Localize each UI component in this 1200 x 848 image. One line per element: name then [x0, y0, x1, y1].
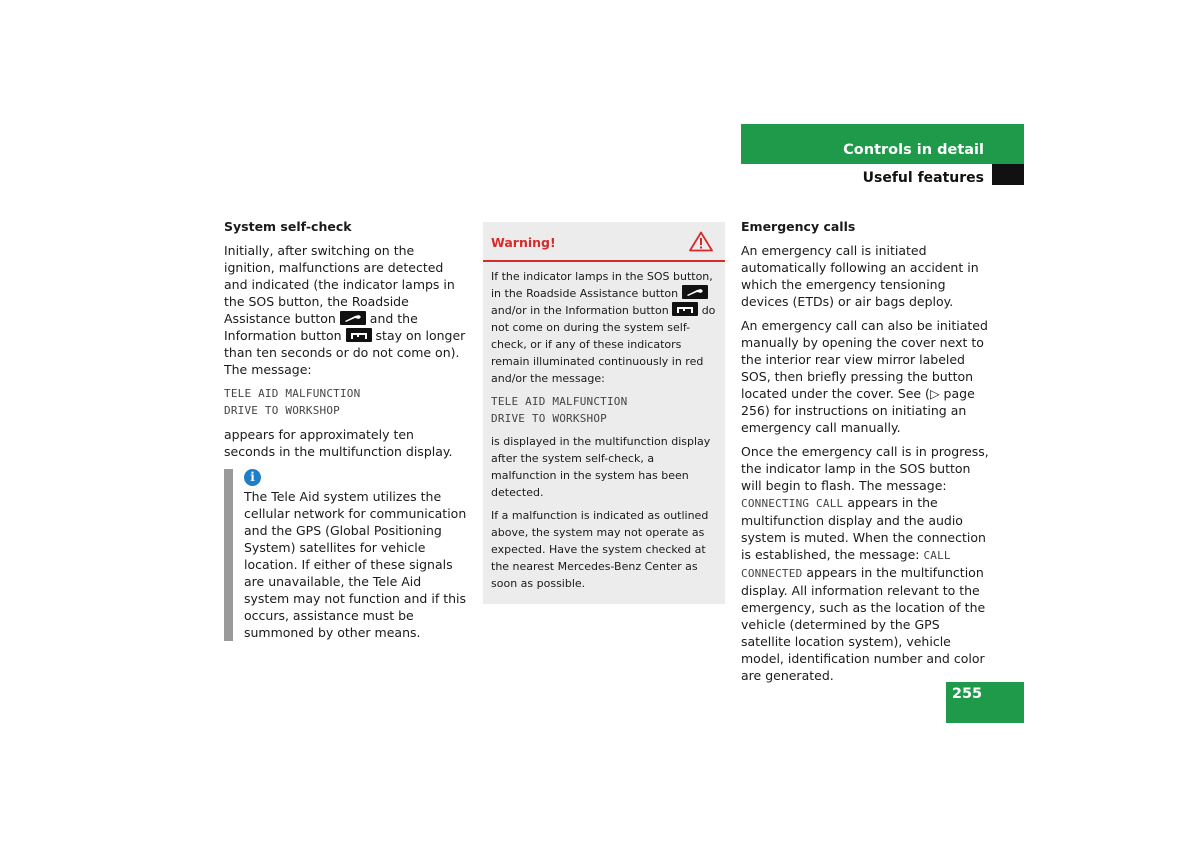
emergency-p3-text-b: appears in the multifunction display and the audio system is muted. When the connection is established, the message: — [741, 495, 986, 562]
information-button-icon — [346, 328, 372, 342]
message-line-1: TELE AID MALFUNCTION — [224, 387, 361, 400]
warning-text-c: do not come on during the system self-check, or if any of these indicators remain illuminated continuously in red and/or the message: — [491, 304, 716, 385]
system-self-check-heading: System self-check — [224, 219, 352, 234]
info-note-text: The Tele Aid system utilizes the cellular network for communication and the GPS (Global Positioning System) satellites for vehicle location. If either of these signals are unavailable, the Tele Aid system may not function and if this occurs, assistance must be summoned by other means. — [244, 489, 467, 640]
warning-box — [483, 222, 725, 604]
information-button-icon — [672, 302, 698, 316]
emergency-paragraph-3 — [741, 443, 989, 684]
self-check-text-c: stay on longer than ten seconds or do not come on). The message: — [224, 328, 466, 377]
emergency-p3-text-a: Once the emergency call is in progress, the indicator lamp in the SOS button will begin to flash. The message: — [741, 444, 989, 493]
subsection-title: Useful features — [862, 170, 984, 186]
info-note-bar — [224, 469, 233, 641]
connecting-call-message: CONNECTING CALL — [741, 497, 844, 510]
emergency-p2-text-a: An emergency call can also be initiated manually by opening the cover next to the interior rear view mirror labeled SOS, then briefly pressing the button located under the cover. See ( — [741, 318, 988, 401]
roadside-assistance-icon — [340, 311, 366, 325]
system-self-check-section — [224, 218, 468, 641]
emergency-paragraph-1: An emergency call is initiated automatically following an accident in which the emergency tensioning devices (ETDs) or air bags deploy. — [741, 243, 979, 309]
page-number: 255 — [951, 686, 983, 702]
info-icon: i — [244, 469, 261, 486]
warning-paragraph-3: If a malfunction is indicated as outlined above, the system may not operate as expected. Have the system checked at the nearest Mercedes-Benz Center as soon as possible. — [491, 509, 709, 590]
call-connected-message: CALL CONNECTED — [741, 549, 951, 580]
section-title: Controls in detail — [843, 142, 984, 158]
warning-label: Warning! — [491, 235, 556, 250]
self-check-text-b: and the Information button — [224, 311, 418, 343]
emergency-p2-text-b: page 256) for instructions on initiating an emergency call manually. — [741, 386, 975, 435]
emergency-calls-section — [741, 218, 989, 691]
warning-message-line-2: DRIVE TO WORKSHOP — [491, 412, 607, 425]
emergency-p3-text-c: appears in the multifunction display. All information relevant to the emergency, such as the location of the vehicle (determined by the GPS satellite location system), vehicle model, identification number and color are generated. — [741, 565, 986, 683]
self-check-paragraph — [224, 242, 468, 378]
warning-message — [491, 393, 717, 427]
page-reference-arrow-icon: ▷ — [929, 386, 940, 401]
info-note — [224, 469, 468, 641]
emergency-calls-heading: Emergency calls — [741, 219, 856, 234]
warning-text-a: If the indicator lamps in the SOS button, in the Roadside Assistance button — [491, 270, 713, 300]
roadside-assistance-icon — [682, 285, 708, 299]
warning-text-b: and/or in the Information button — [491, 304, 669, 317]
self-check-text-a: Initially, after switching on the ignition, malfunctions are detected and indicated (the indicator lamps in the SOS button, the Roadside Assistance button — [224, 243, 455, 326]
emergency-paragraph-2 — [741, 317, 989, 436]
warning-message-line-1: TELE AID MALFUNCTION — [491, 395, 628, 408]
header-black-marker — [992, 164, 1024, 185]
message-duration-paragraph: appears for approximately ten seconds in the multifunction display. — [224, 427, 453, 459]
message-line-2: DRIVE TO WORKSHOP — [224, 404, 340, 417]
warning-triangle-icon — [689, 231, 713, 256]
warning-body — [483, 262, 725, 604]
malfunction-message — [224, 385, 468, 419]
warning-paragraph-2: is displayed in the multifunction display after the system self-check, a malfunction in the system has been detected. — [491, 435, 711, 499]
warning-paragraph-1 — [491, 268, 717, 387]
warning-header — [483, 222, 725, 262]
